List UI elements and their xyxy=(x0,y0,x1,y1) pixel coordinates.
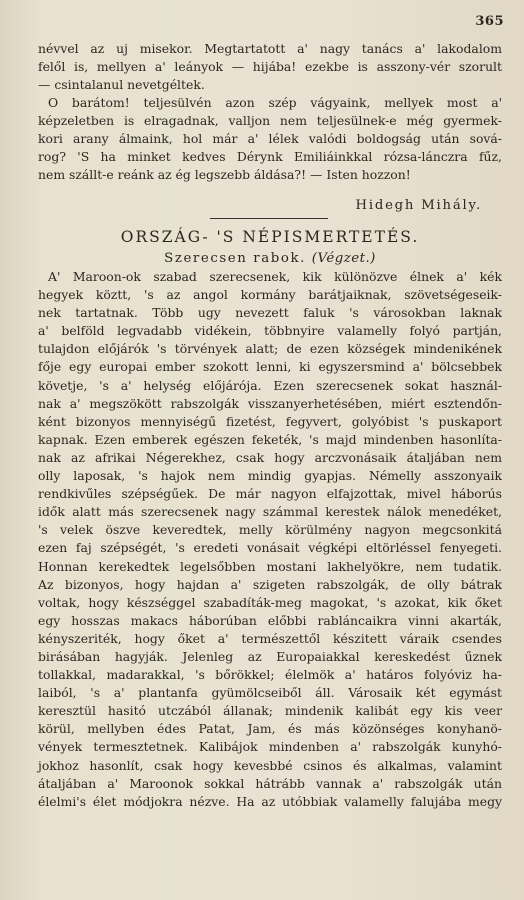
text-line: névvel az uj misekor. Megtartatott a' nagy tanács a' lakodalom xyxy=(38,41,502,56)
text-line: tollakkal, madarakkal, 's bőrökkel; élelmök a' határos folyóviz ha- xyxy=(38,667,502,683)
text-line: vények termesztetnek. Kalibájok mindenben a' rabszolgák kunyhó- xyxy=(38,739,502,755)
text-line: 's velek öszve keveredtek, melly körülmény nagyon megcsonkitá xyxy=(38,522,502,538)
text-line: voltak, hogy készséggel szabadíták-meg magokat, 's azokat, kik őket xyxy=(38,594,502,610)
text-line: kényszeriték, hogy őket a' természettől készitett váraik csendes xyxy=(38,630,502,646)
section-heading: ORSZÁG- 'S NÉPISMERTETÉS. xyxy=(120,228,420,246)
text-line: a' belföld legvadabb vidékein, többnyire valamelly folyó partján, xyxy=(38,323,502,339)
article-title-text: Szerecsen rabok. xyxy=(164,251,306,266)
text-line: kori arany álmaink, hol már a' lélek valódi boldogság után sová- xyxy=(38,131,502,147)
signature: Hidegh Mihály. xyxy=(355,198,482,213)
text-line: A' Maroon-ok szabad szerecsenek, kik különözve élnek a' kék xyxy=(48,269,502,284)
text-line: egy hosszas makacs háborúban előbbi rabláncaikra vinni akarták, xyxy=(38,612,502,628)
text-line: birásában hagyják. Jelenleg az Europaiakkal kereskedést űznek xyxy=(38,648,502,664)
article-title-note: (Végzet.) xyxy=(311,251,376,266)
text-line: nak a' megszökött rabszolgák visszanyerhetésében, miért esztendőn- xyxy=(38,395,502,411)
text-line: hegyek köztt, 's az angol kormány barátjaiknak, szövetségeseik- xyxy=(38,287,502,303)
text-line: tulajdon előjárók 's törvények alatt; de ezen községek mindenikének xyxy=(38,341,502,357)
text-line: felől is, mellyen a' leányok — hijába! ezekbe is asszony-vér szorult xyxy=(38,59,502,75)
text-line: nem szállt-e reánk az ég legszebb áldása?! — Isten hozzon! xyxy=(38,167,411,183)
article-paragraph xyxy=(38,268,502,811)
text-line: rog? 'S ha minket kedves Dérynk Emiliáinkkal rózsa-lánczra fűz, xyxy=(38,149,502,165)
text-line: laiból, 's a' plantanfa gyümölcseiből áll. Városaik két egymást xyxy=(38,685,502,701)
text-line: nak az afrikai Négerekhez, csak hogy arczvonásaik átaljában nem xyxy=(38,449,502,465)
text-line: olly laposak, 's hajok nem mindig gyapjas. Némelly asszonyaik xyxy=(38,468,502,484)
text-line: követje, 's a' helység előjárója. Ezen szerecsenek sokat használ- xyxy=(38,377,502,393)
text-line: Honnan kerekedtek legelsőbben mostani lakhelyökre, nem tudatik. xyxy=(38,558,502,574)
text-line: ként bizonyos mennyiségű fizetést, fegyvert, golyóbist 's puskaport xyxy=(38,413,502,429)
page-number: 365 xyxy=(475,14,504,29)
text-line: átaljában a' Maroonok sokkal hátrább vannak a' rabszolgák után xyxy=(38,775,502,791)
text-line: fője egy europai ember szokott lenni, ki egyszersmind a' bölcsebbek xyxy=(38,359,502,375)
text-line: O barátom! teljesülvén azon szép vágyaink, mellyek most a' xyxy=(48,95,502,110)
text-line: ezen faj szépségét, 's eredeti vonásait végképi eltörléssel fenyegeti. xyxy=(38,540,502,556)
text-line: jokhoz hasonlít, csak hogy kevesbbé csinos és alkalmas, valamint xyxy=(38,757,502,773)
text-line: rendkivűles szépségűek. De már nagyon elfajzottak, mivel háborús xyxy=(38,486,502,502)
text-line: Az bizonyos, hogy hajdan a' szigeten rabszolgák, de olly bátrak xyxy=(38,576,502,592)
letter-paragraph xyxy=(38,94,502,184)
text-line: körül, mellyben édes Patat, Jam, és más közönséges konyhanö- xyxy=(38,721,502,737)
text-line: kapnak. Ezen emberek egészen feketék, 's majd mindenben hasonlíta- xyxy=(38,431,502,447)
intro-paragraph xyxy=(38,40,502,94)
text-line: keresztül hasitó utczából állanak; mindenik kalibát egy kis veer xyxy=(38,703,502,719)
text-line: nek tartatnak. Több ugy nevezett faluk 's városokban laknak xyxy=(38,305,502,321)
text-line: képzeletben is elragadnak, valljon nem teljesülnek-e még gyermek- xyxy=(38,113,502,129)
text-line: élelmi's élet módjokra nézve. Ha az utóbbiak valamelly falujába megy xyxy=(38,793,502,809)
text-line: — csintalanul nevetgéltek. xyxy=(38,77,205,93)
section-divider xyxy=(210,218,328,219)
text-line: idők alatt más szerecsenek nagy számmal kerestek nálok menedéket, xyxy=(38,504,502,520)
article-title xyxy=(38,251,502,266)
